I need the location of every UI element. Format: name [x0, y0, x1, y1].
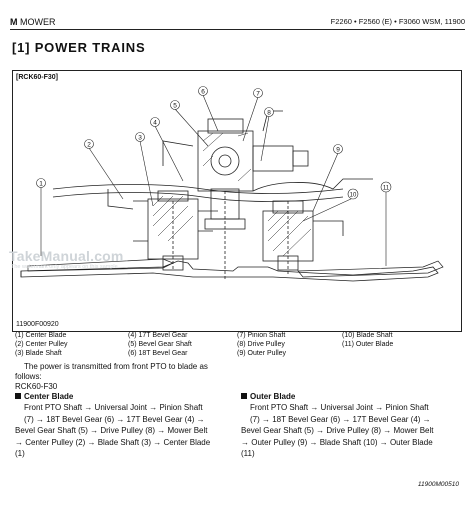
center-blade-flow	[15, 402, 236, 460]
svg-text:7: 7	[256, 90, 260, 98]
flow-line: (1)	[15, 449, 25, 458]
callout-7	[254, 89, 263, 98]
document-code: 11900M00510	[417, 481, 459, 488]
figure-tag: [RCK60-F30]	[16, 74, 59, 81]
svg-text:5: 5	[173, 102, 177, 110]
legend-item: (6) 18T Bevel Gear	[128, 350, 188, 357]
center-blade-heading: Center Blade	[15, 392, 73, 401]
flow-line: (7) → 18T Bevel Gear (6) → 17T Bevel Gear (4) →	[250, 414, 431, 424]
flow-line: (7) → 18T Bevel Gear (6) → 17T Bevel Gear (4) →	[24, 414, 205, 424]
legend-item: (7) Pinion Shaft	[237, 332, 286, 339]
callout-9	[334, 145, 343, 154]
flow-line: → Outer Pulley (9) → Blade Shaft (10) → Outer Blade	[241, 437, 433, 447]
legend-item: (1) Center Blade	[15, 332, 67, 339]
section-label: M MOWER	[10, 17, 56, 27]
svg-text:3: 3	[138, 134, 142, 142]
callout-11	[381, 182, 391, 192]
intro-text: The power is transmitted from front PTO to blade as	[24, 362, 208, 371]
outer-blade-heading: Outer Blade	[241, 392, 295, 401]
mower-drive-diagram	[13, 71, 463, 333]
outer-blade-flow	[241, 402, 462, 460]
page-title: [1] POWER TRAINS	[12, 40, 146, 55]
flow-line: Bevel Gear Shaft (5) → Drive Pulley (8) → Mower Belt	[15, 426, 208, 435]
callout-5	[171, 101, 180, 110]
figure-code: 11900F00920	[16, 321, 59, 328]
callout-3	[136, 133, 145, 142]
power-train-figure	[12, 70, 462, 332]
legend-item: (2) Center Pulley	[15, 341, 68, 348]
legend-item: (3) Blade Shaft	[15, 350, 62, 357]
svg-text:10: 10	[349, 192, 357, 199]
svg-text:2: 2	[87, 141, 91, 149]
flow-line: → Center Pulley (2) → Blade Shaft (3) → Center Blade	[15, 437, 211, 447]
callout-6	[199, 87, 208, 96]
callout-4	[151, 118, 160, 127]
square-bullet-icon	[241, 393, 247, 399]
legend-item: (9) Outer Pulley	[237, 350, 287, 357]
header-rule	[10, 29, 465, 30]
svg-text:6: 6	[201, 88, 205, 96]
intro-text-cont: follows:	[15, 372, 42, 381]
svg-text:1: 1	[39, 180, 43, 188]
flow-line: Front PTO Shaft → Universal Joint → Pinion Shaft	[24, 403, 203, 412]
square-bullet-icon	[15, 393, 21, 399]
legend-item: (11) Outer Blade	[342, 341, 394, 348]
callout-1	[37, 179, 46, 188]
svg-text:11: 11	[382, 185, 390, 192]
legend-item: (8) Drive Pulley	[237, 341, 285, 348]
watermark-subtext: The watermark only appears on this sample	[11, 264, 118, 270]
flow-line: (11)	[241, 449, 255, 458]
legend-item: (10) Blade Shaft	[342, 332, 393, 339]
page-header	[10, 15, 465, 31]
model-heading: RCK60-F30	[15, 382, 58, 391]
svg-text:9: 9	[336, 146, 340, 154]
watermark-text: TakeManual.com	[9, 248, 124, 264]
svg-text:8: 8	[267, 109, 271, 117]
model-list: F2260 • F2560 (E) • F3060 WSM, 11900	[330, 17, 465, 26]
flow-line: Front PTO Shaft → Universal Joint → Pinion Shaft	[250, 403, 429, 412]
svg-text:4: 4	[153, 119, 157, 127]
callout-8	[265, 108, 274, 117]
flow-line: Bevel Gear Shaft (5) → Drive Pulley (8) → Mower Belt	[241, 426, 434, 435]
callout-2	[85, 140, 94, 149]
legend-item: (5) Bevel Gear Shaft	[128, 341, 192, 348]
legend-item: (4) 17T Bevel Gear	[128, 332, 188, 339]
callout-10	[348, 189, 358, 199]
